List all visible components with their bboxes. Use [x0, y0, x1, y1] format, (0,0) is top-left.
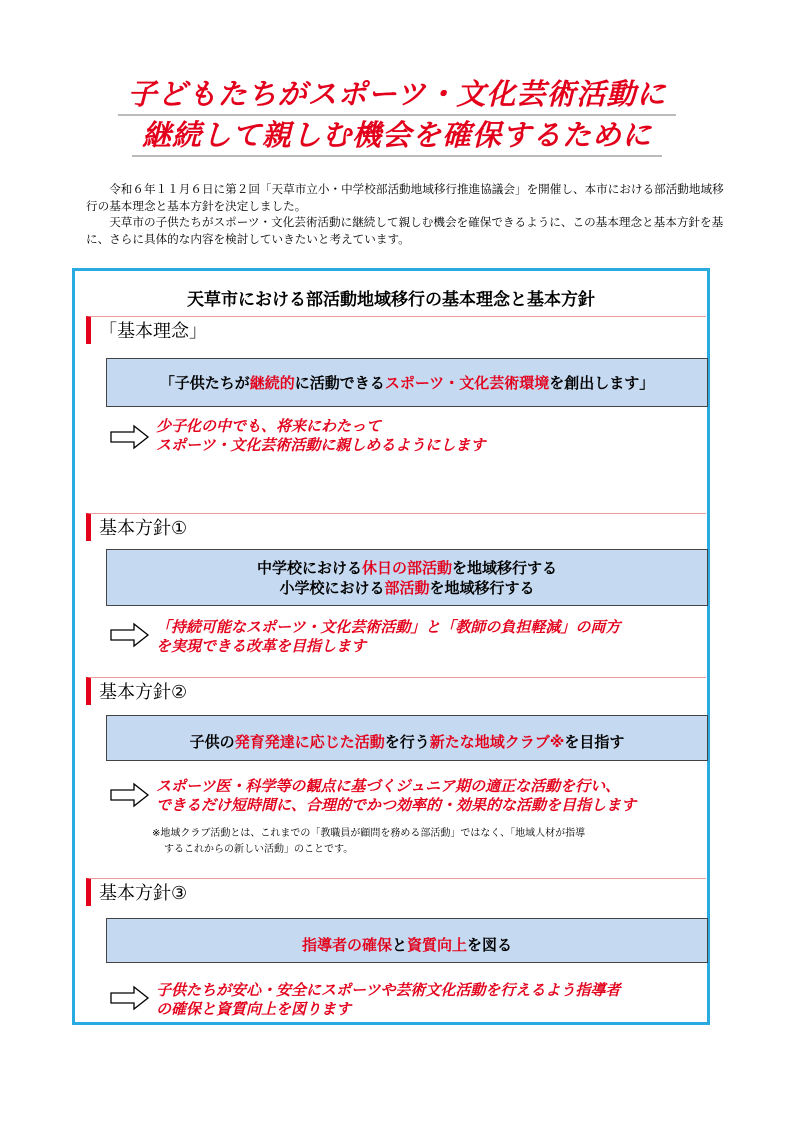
section-heading-hoshin-1: [86, 513, 706, 541]
note-line: スポーツ・文化芸術活動に親しめるようにします: [156, 436, 486, 454]
arrow-right-icon: [110, 782, 150, 808]
section-heading-hoshin-3: [86, 878, 706, 906]
section-heading-hoshin-2: [86, 677, 706, 705]
note-line: できるだけ短時間に、合理的でかつ効率的・効果的な活動を目指します: [156, 796, 637, 814]
hoshin-3-box-text: 指導者の確保と資質向上を図る: [301, 935, 513, 954]
rinen-note: [156, 417, 485, 455]
section-heading-rinen: [86, 316, 706, 344]
note-line: 「持続可能なスポーツ・文化芸術活動」と「教師の負担軽減」の両方: [156, 618, 621, 636]
section-heading-label: 基本方針③: [99, 883, 188, 904]
title-line-1: 子どもたちがスポーツ・文化芸術活動に: [0, 72, 794, 116]
hoshin-1-line-2: 小学校における部活動を地域移行する: [279, 578, 535, 597]
hoshin-3-note: [156, 981, 620, 1019]
intro-paragraph-2: 天草市の子供たちがスポーツ・文化芸術活動に継続して親しむ機会を確保できるように、この基本理念と基本方針を基に、さらに具体的な内容を検討していきたいと考えています。: [86, 215, 724, 246]
footnote-line: ※地域クラブ活動とは、これまでの「教職員が顧問を務める部活動」ではなく、「地域人材が指導: [152, 828, 586, 839]
section-heading-label: 「基本理念」: [99, 321, 207, 342]
hoshin-3-box: [106, 918, 708, 963]
note-line: の確保と資質向上を図ります: [156, 1000, 352, 1018]
footnote: [152, 826, 712, 858]
note-line: スポーツ医・科学等の観点に基づくジュニア期の適正な活動を行い、: [156, 777, 621, 795]
hoshin-2-box: [106, 715, 708, 761]
footnote-line: するこれからの新しい活動」のことです。: [164, 844, 354, 855]
title-line-2: 継続して親しむ機会を確保するために: [0, 113, 794, 157]
hoshin-1-line-1: 中学校における休日の部活動を地域移行する: [256, 558, 558, 577]
hoshin-1-note: [156, 618, 620, 656]
hoshin-2-note: [156, 777, 636, 815]
arrow-right-icon: [110, 424, 150, 450]
section-heading-label: 基本方針①: [99, 518, 188, 539]
intro-text: [86, 181, 726, 247]
frame-title: 天草市における部活動地域移行の基本理念と基本方針: [187, 290, 595, 310]
intro-paragraph-1: 令和６年１１月６日に第２回「天草市立小・中学校部活動地域移行推進協議会」を開催し、本市における部活動地域移行の基本理念と基本方針を決定しました。: [86, 182, 724, 213]
hoshin-1-box: [106, 549, 708, 606]
section-heading-label: 基本方針②: [99, 682, 188, 703]
arrow-right-icon: [110, 985, 150, 1011]
note-line: を実現できる改革を目指します: [156, 637, 367, 655]
note-line: 子供たちが安心・安全にスポーツや芸術文化活動を行えるよう指導者: [156, 981, 621, 999]
hoshin-2-box-text: 子供の発育発達に応じた活動を行う新たな地域クラブ※を目指す: [189, 733, 625, 751]
note-line: 少子化の中でも、将来にわたって: [156, 417, 382, 435]
rinen-box: [106, 358, 708, 407]
rinen-box-text: 「子供たちが継続的に活動できるスポーツ・文化芸術環境を創出します」: [159, 373, 655, 392]
arrow-right-icon: [110, 622, 150, 648]
